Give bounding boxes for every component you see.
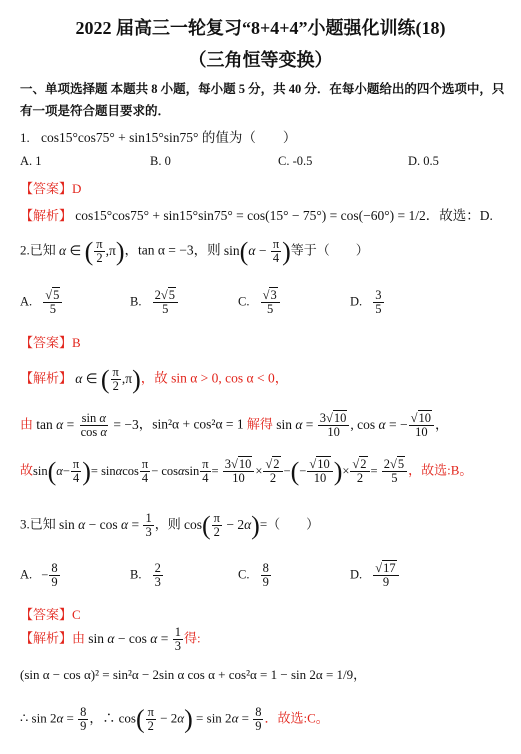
answer-value: D <box>72 181 82 196</box>
q2-analysis-line2: 由 tan α = $\frac{\text{sin α}}{\text{cos α}}$ = −3，sin²α + cos²α = 1 解得 sin α = $\frac{3√10}{10}$ , cos α = − $\frac{√10}{10}$ ， <box>20 411 449 440</box>
q1-option-c: C. -0.5 <box>278 154 313 168</box>
analysis-text: cos15°cos75° + sin15°sin75° = cos(15° − 75°) = cos(−60°) = 1/2．故选：D. <box>75 208 493 223</box>
q1-analysis <box>20 204 493 224</box>
q1-option-b: B. 0 <box>150 154 171 168</box>
q2-analysis-line3: 故sin(α− $\frac{\pi}{4}$ )= sinαcos $\frac{\pi}{4}$ − cosαsin $\frac{\pi}{4}$ = $\frac{3√10}{10}$ × $\frac{√2}{2}$ −(− $\frac{√10}{10}$ )× $\frac{√2}{2}$ = $\frac{2√5}{5}$ ，故选:B。 <box>20 456 473 486</box>
question-2: 2.已知 α ∈ ( $\frac{\pi}{2}$ ,π)，tan α = −3，则 sin(α − $\frac{\pi}{4}$ )等于（ ） <box>20 236 369 266</box>
stem-text: 等于（ ） <box>290 242 369 258</box>
section-heading: 一、单项选择题 本题共 8 小题，每小题 5 分，共 40 分．在每小题给出的四个选项中，只有一项是符合题目要求的． <box>20 82 505 118</box>
q3-option-c: C. $\frac{8}{9}$ <box>238 561 269 590</box>
question-3: 3.已知 sin α − cos α = $\frac{1}{3}$ ，则 cos( $\frac{\pi}{2}$ − 2α)=（ ） <box>20 510 320 540</box>
q1-option-d: D. 0.5 <box>408 154 439 168</box>
q2-option-a: A. $\frac{√5}{5}$ <box>20 289 63 316</box>
q2-answer: 【答案】B <box>20 335 81 350</box>
q3-option-b: B. $\frac{2}{3}$ <box>130 561 161 590</box>
question-1 <box>20 126 296 146</box>
q2-option-c: C. $\frac{√3}{5}$ <box>238 289 281 316</box>
q2-option-d: D. $\frac{3}{5}$ <box>350 288 382 317</box>
q3-analysis-line2: (sin α − cos α)² = sin²α − 2sin α cos α + cos²α = 1 − sin 2α = 1/9， <box>20 667 367 682</box>
stem-text: 已知 <box>29 242 56 258</box>
question-stem: cos15°cos75° + sin15°sin75° 的值为（ ） <box>41 130 297 145</box>
q2-option-b: B. $\frac{2√5}{5}$ <box>130 289 179 316</box>
q2-analysis-line1: 【解析】 α ∈ ( $\frac{\pi}{2}$ ,π)，故 sin α > 0, cos α < 0， <box>20 364 289 394</box>
answer-label: 【答案】 <box>20 181 73 196</box>
q3-option-a: A. − $\frac{8}{9}$ <box>20 561 58 590</box>
q3-answer: 【答案】C <box>20 607 81 622</box>
q3-analysis-line1: 【解析】由 sin α − cos α = $\frac{1}{3}$ 得: <box>20 625 201 654</box>
q1-option-a: A. 1 <box>20 154 42 168</box>
q3-analysis-line3: ∴ sin 2α = $\frac{8}{9}$ ，∴ cos( $\frac{\pi}{2}$ − 2α) = sin 2α = $\frac{8}{9}$ ．故选:C。 <box>20 704 329 734</box>
q3-option-d: D. $\frac{√17}{9}$ <box>350 562 400 589</box>
q1-answer <box>20 178 81 197</box>
page-subtitle: （三角恒等变换） <box>188 50 333 70</box>
question-number: 2. <box>20 242 30 258</box>
analysis-label: 【解析】 <box>20 208 73 223</box>
question-number: 1. <box>20 130 30 145</box>
stem-text: ，tan α = −3，则 <box>124 242 221 258</box>
page-title: 2022 届高三一轮复习“8+4+4”小题强化训练(18) <box>75 18 446 38</box>
